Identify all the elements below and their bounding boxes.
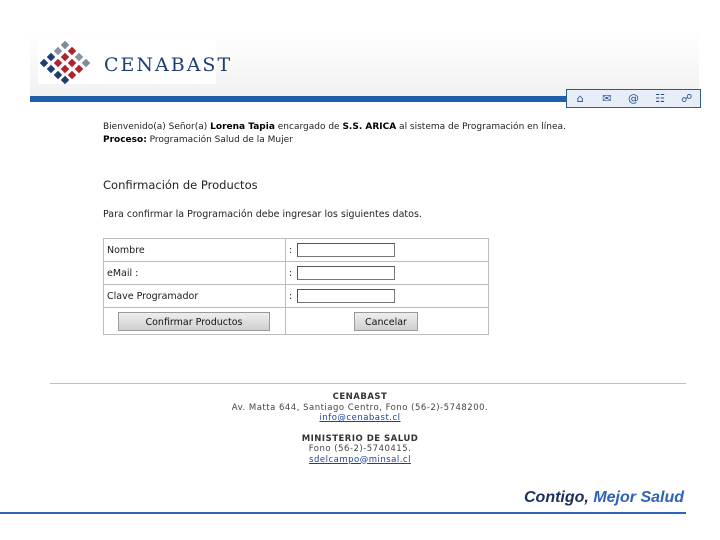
footer-address-cenabast: Av. Matta 644, Santiago Centro, Fono (56-2)-5748200. [231,402,489,413]
email-field-cell [286,262,489,285]
footer [0,392,720,465]
sitemap-icon[interactable]: ☷ [655,91,666,105]
name-field-cell [286,239,489,262]
footer-divider [50,383,686,384]
password-field-cell [286,285,489,308]
form-row-name [104,239,489,262]
cancel-button-cell [286,308,489,335]
form-row-buttons [104,308,489,335]
greeting-mid: encargado de [274,122,343,132]
header-icon-bar [566,89,701,108]
process-label: Proceso: [103,135,147,145]
confirmation-form [103,238,489,335]
form-row-email [104,262,489,285]
user-name: Lorena Tapia [210,122,275,132]
cancel-button[interactable]: Cancelar [354,312,418,331]
programmer-key-input[interactable] [297,289,395,303]
footer-org-cenabast: CENABAST [332,392,388,402]
greeting-prefix: Bienvenido(a) Señor(a) [103,122,211,132]
organization-name: S.S. ARICA [342,122,397,132]
bottom-rule [0,512,686,514]
process-value: Programación Salud de la Mujer [146,135,293,145]
email-label: eMail : [104,262,286,285]
confirm-button-cell [104,308,286,335]
confirm-products-button[interactable]: Confirmar Productos [118,312,270,331]
page-header [30,30,699,96]
name-label: Nombre [104,239,286,262]
greeting-suffix: al sistema de Programación en línea. [396,122,566,132]
footer-email-minsal[interactable]: sdelcampo@minsal.cl [309,454,411,465]
slogan-part-2: Mejor Salud [588,489,684,506]
logo-text: CENABAST [104,54,233,76]
programmer-key-label: Clave Programador [104,285,286,308]
logo-mark-icon [38,40,102,84]
slogan [524,489,684,507]
footer-email-cenabast[interactable]: info@cenabast.cl [319,413,401,423]
home-icon[interactable]: ⌂ [576,91,584,105]
at-icon[interactable]: @ [627,91,639,105]
link-icon[interactable]: ☍ [681,91,693,105]
footer-address-minsal: Fono (56-2)-5740415. [308,444,412,454]
colon: : [289,290,293,302]
slogan-part-1: Contigo, [524,489,589,506]
form-row-password [104,285,489,308]
welcome-message [103,121,566,147]
colon: : [289,267,293,279]
name-input[interactable] [297,243,395,257]
email-input[interactable] [297,266,395,280]
cenabast-logo[interactable] [38,40,233,84]
footer-org-minsal: MINISTERIO DE SALUD [301,433,419,444]
section-title: Confirmación de Productos [103,178,258,192]
colon: : [289,244,293,256]
mail-icon[interactable]: ✉ [602,91,612,105]
instructions-text: Para confirmar la Programación debe ingresar los siguientes datos. [103,209,422,220]
